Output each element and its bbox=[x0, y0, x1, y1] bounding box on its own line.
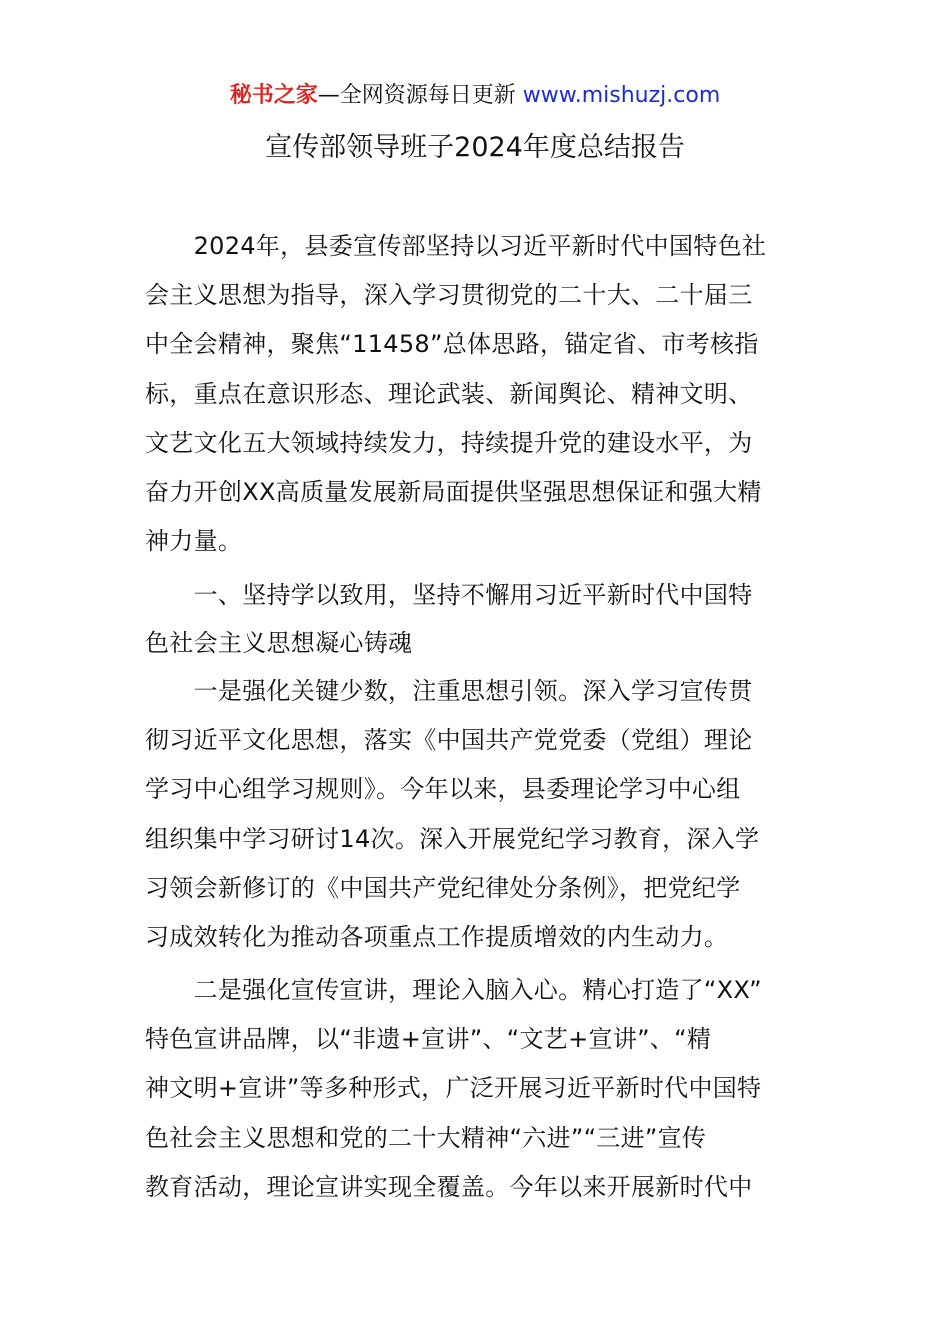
text-line: 习领会新修订的《中国共产党纪律处分条例》，把党纪学 bbox=[145, 873, 741, 902]
text-line: 一是强化关键少数，注重思想引领。深入学习宣传贯 bbox=[145, 677, 753, 705]
site-tagline: —全网资源每日更新 bbox=[317, 83, 516, 108]
site-header bbox=[0, 80, 950, 112]
text-line: 学习中心组学习规则》。今年以来，县委理论学习中心组 bbox=[145, 775, 741, 804]
text-line: 神文明+宣讲”等多种形式，广泛开展习近平新时代中国特 bbox=[145, 1074, 762, 1103]
paragraph-intro bbox=[145, 222, 807, 566]
text-line: 中全会精神，聚焦“11458”总体思路，锚定省、市考核指 bbox=[145, 330, 759, 359]
text-line: 神力量。 bbox=[145, 527, 243, 556]
document-title: 宣传部领导班子2024年度总结报告 bbox=[265, 132, 685, 163]
text-line: 组织集中学习研讨14次。深入开展党纪学习教育，深入学 bbox=[145, 824, 760, 853]
text-line: 教育活动，理论宣讲实现全覆盖。今年以来开展新时代中 bbox=[145, 1172, 753, 1201]
text-line: 色社会主义思想和党的二十大精神“六进”“三进”宣传 bbox=[145, 1123, 707, 1152]
text-line: 特色宣讲品牌，以“非遗+宣讲”、“文艺+宣讲”、“精 bbox=[145, 1025, 712, 1054]
text-line: 一、坚持学以致用，坚持不懈用习近平新时代中国特 bbox=[145, 581, 753, 609]
text-line: 会主义思想为指导，深入学习贯彻党的二十大、二十届三 bbox=[145, 281, 753, 310]
text-line: 二是强化宣传宣讲，理论入脑入心。精心打造了“XX” bbox=[145, 976, 762, 1004]
text-line: 奋力开创XX高质量发展新局面提供坚强思想保证和强大精 bbox=[145, 478, 762, 507]
text-line: 彻习近平文化思想，落实《中国共产党党委（党组）理论 bbox=[145, 726, 753, 755]
text-line: 2024年，县委宣传部坚持以习近平新时代中国特色社 bbox=[145, 232, 767, 260]
paragraph-point-2 bbox=[145, 966, 807, 1212]
text-line: 色社会主义思想凝心铸魂 bbox=[145, 629, 413, 657]
section-heading-1 bbox=[145, 571, 807, 667]
paragraph-point-1 bbox=[145, 667, 807, 962]
text-line: 习成效转化为推动各项重点工作提质增效的内生动力。 bbox=[145, 923, 729, 952]
text-line: 文艺文化五大领域持续发力，持续提升党的建设水平，为 bbox=[145, 428, 753, 457]
site-url-link[interactable]: www.mishuzj.com bbox=[522, 83, 721, 108]
text-line: 标，重点在意识形态、理论武装、新闻舆论、精神文明、 bbox=[145, 379, 753, 408]
brand-name: 秘书之家 bbox=[229, 83, 318, 108]
